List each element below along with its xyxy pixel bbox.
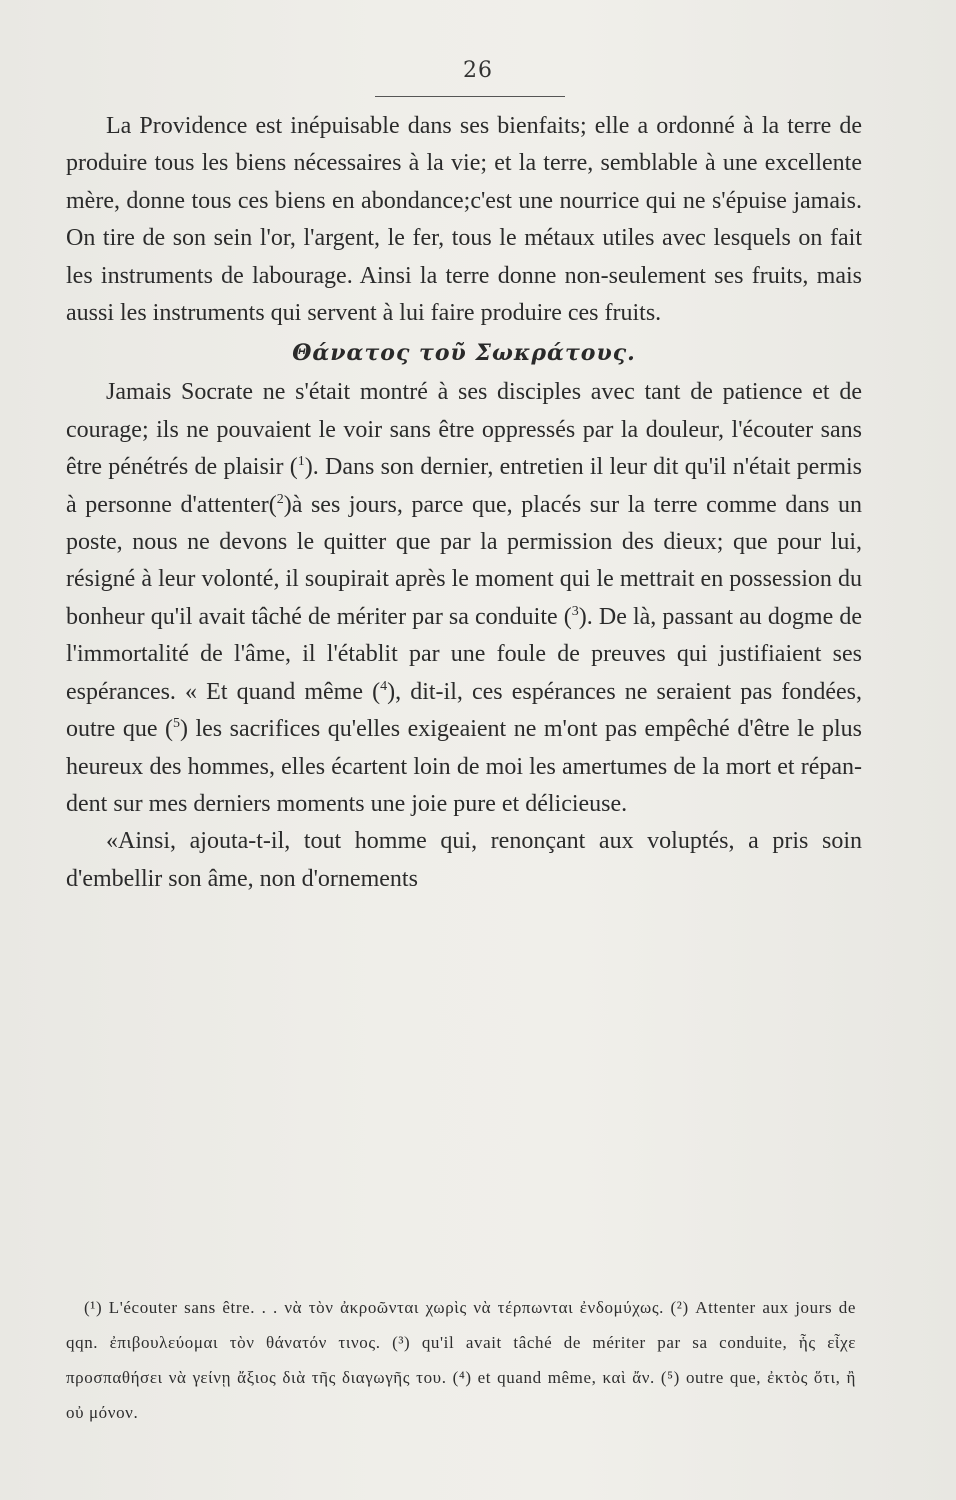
footnote-block: (¹) L'écouter sans être. . . νὰ τὸν ἀκροῶνται χωρὶς νὰ τέρπωνται ἐνδομύχως. (²) Attenter aux jours de qqn. ἐπιβουλεύομαι τὸν θάνατόν τινος. (³) qu'il avait tâché de mériter par sa conduite, ἧς εἶχε προσπαθήσει νὰ γείνῃ ἄξιος διὰ τῆς διαγωγῆς του. (⁴) et quand même, καὶ ἄν. (⁵) outre que, ἐκτὸς ὅτι, ἢ οὐ μόνον.	[66, 1298, 856, 1422]
body-text	[66, 108, 862, 898]
text-span: ), dit-il, ces espérances ne seraient pas fondées, outre que (	[66, 678, 862, 743]
text-span: ). De là, passant au dogme de l'immortalité de l'âme, il l'établit par une foule de preuves qui justifiaient ses espérances. « Et quand même (	[66, 603, 862, 705]
text-span: Jamais Socrate ne s'était montré à ses disciples avec tant de patience et de courage; ils ne pouvaient le voir sans être oppressés par la douleur, l'écouter sans être pénétrés de plaisir (	[66, 379, 862, 481]
text-span: ) les sacrifices qu'elles exigeaient ne m'ont pas empêché d'être le plus heureux des hommes, elles écartent loin de moi les amertumes de la mort et répandent sur mes derniers moments une joie pure et délicieuse.	[66, 716, 862, 817]
page-number: 26	[463, 58, 493, 83]
footnote-ref-1: 1	[297, 454, 305, 470]
paragraph-providence: La Providence est inépuisable dans ses bienfaits; elle a ordonné à la terre de produire tous les biens nécessaires à la vie; et la terre, semblable à une excellente mère, donne tous ces biens en abondance;c'est une nourrice qui ne s'épuise jamais. On tire de son sein l'or, l'argent, le fer, tous le métaux utiles avec lesquels on fait les instruments de labourage. Ainsi la terre donne non-seulement ses fruits, mais aussi les instruments qui servent à lui faire produire ces fruits.	[66, 113, 862, 327]
header-rule	[375, 96, 565, 97]
text-span: )à ses jours, parce que, placés sur la terre comme dans un poste, nous ne devons le quitter que par la permission des dieux; que pour lui, résigné à leur volonté, il soupirait après le moment qui le mettrait en possession du bonheur qu'il avait tâché de mériter par sa conduite (	[66, 491, 862, 630]
paragraph-ainsi: «Ainsi, ajouta-t-il, tout homme qui, renonçant aux voluptés, a pris soin d'embellir son âme, non d'ornements	[66, 828, 862, 892]
footnote-ref-4: 4	[380, 678, 388, 694]
footnote-ref-5: 5	[172, 716, 180, 732]
text-span: ). Dans son dernier, entretien il leur dit qu'il n'était permis à personne d'attenter(	[66, 454, 862, 518]
section-heading-greek: Θάνατος τοῦ Σωκράτους.	[292, 340, 636, 367]
footnote-ref-3: 3	[571, 603, 579, 619]
footnote-ref-2: 2	[276, 491, 284, 507]
footnotes	[66, 1290, 856, 1430]
paragraph-socrate	[66, 374, 862, 823]
